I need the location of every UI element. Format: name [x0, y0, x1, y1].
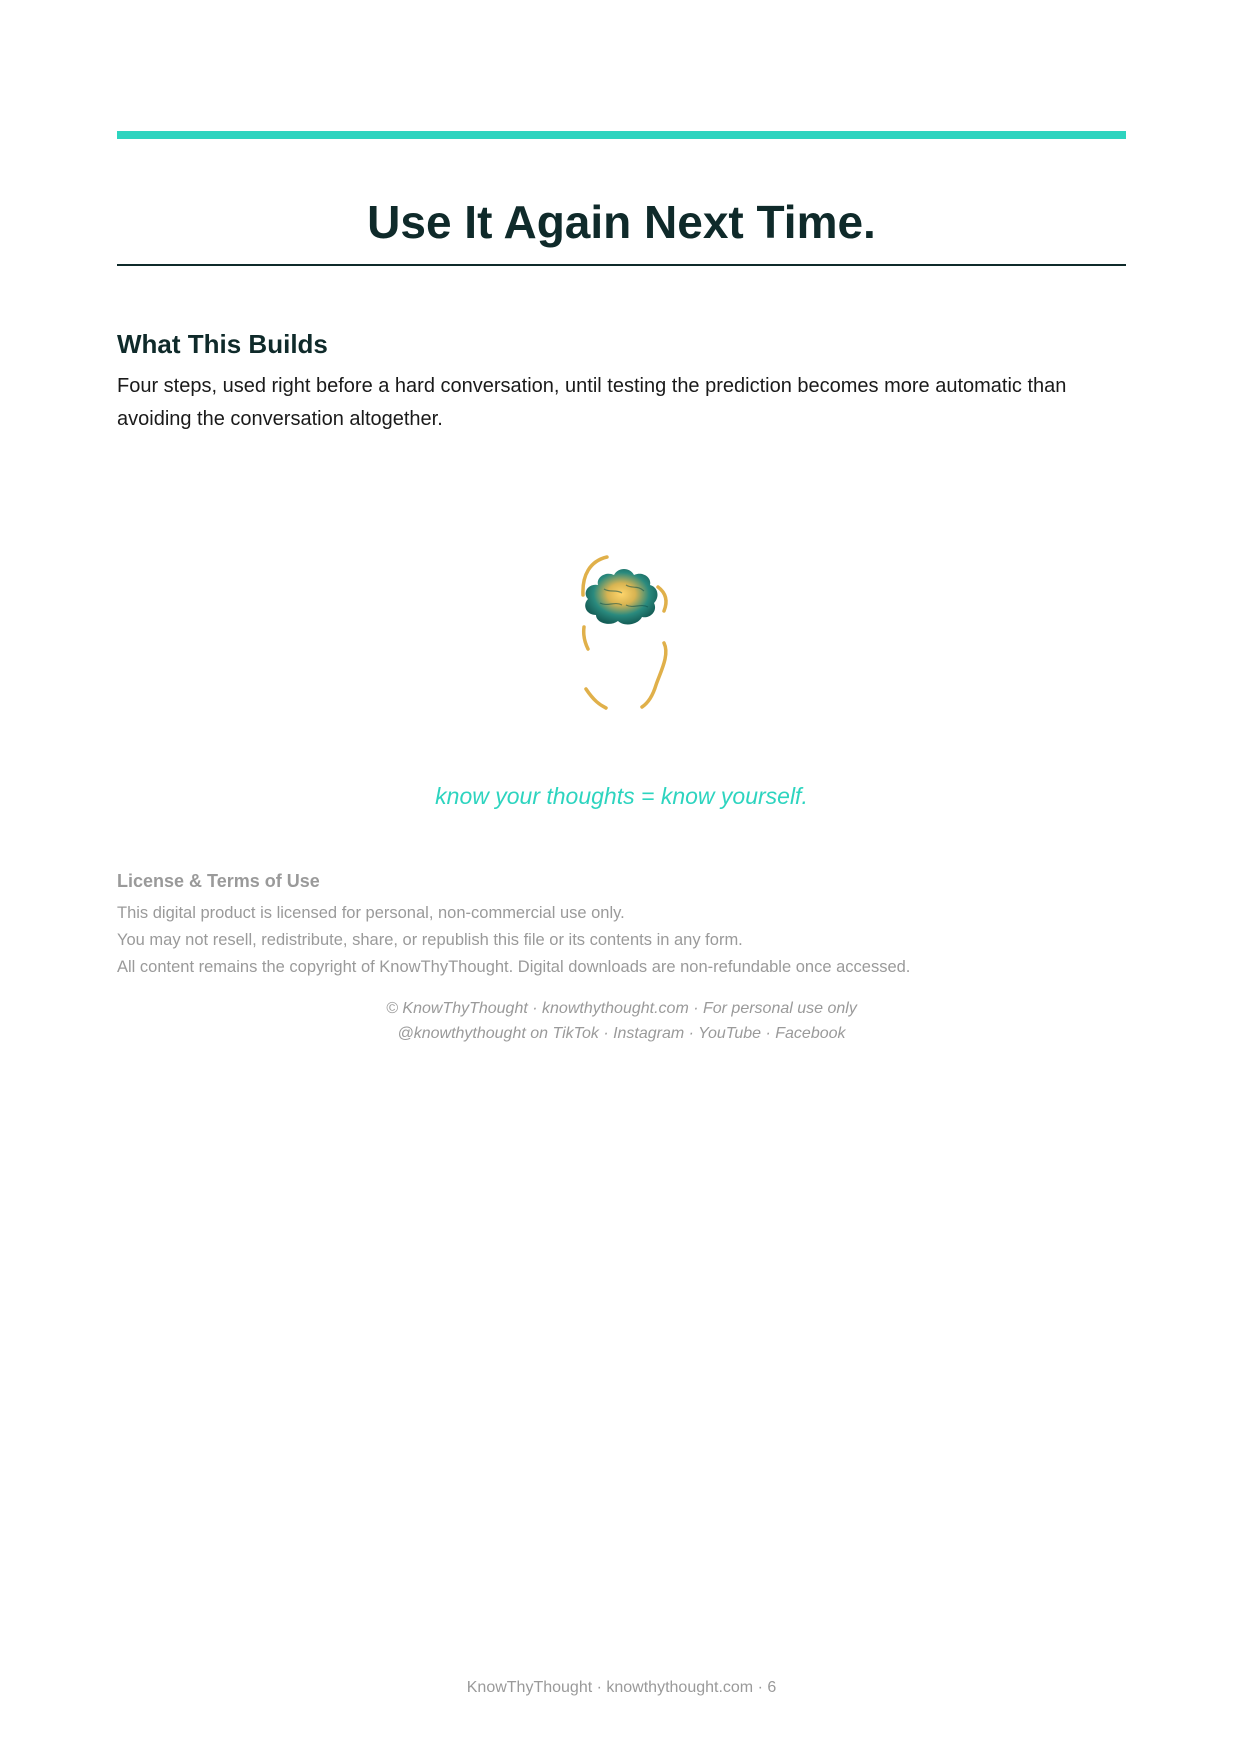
section-heading: What This Builds: [117, 329, 328, 359]
social-credit: @knowthythought on TikTok · Instagram · YouTube · Facebook: [397, 1025, 846, 1042]
page-title: Use It Again Next Time.: [367, 196, 876, 248]
brain-shape: [585, 569, 657, 624]
license-heading: License & Terms of Use: [117, 871, 320, 891]
license-line: This digital product is licensed for personal, non-commercial use only.: [117, 904, 625, 922]
tagline: know your thoughts = know yourself.: [435, 783, 808, 809]
license-line: All content remains the copyright of KnowThyThought. Digital downloads are non-refundable once accessed.: [117, 958, 911, 976]
top-accent-rule: [117, 131, 1126, 139]
head-brain-logo-icon: [560, 555, 684, 727]
section-body: Four steps, used right before a hard conversation, until testing the prediction becomes more automatic than avoiding the conversation altogether.: [117, 375, 1067, 430]
copyright-credit: © KnowThyThought · knowthythought.com · For personal use only: [386, 1000, 857, 1017]
title-divider: [117, 264, 1126, 266]
page-footer: KnowThyThought · knowthythought.com · 6: [466, 1679, 777, 1696]
license-line: You may not resell, redistribute, share, or republish this file or its contents in any form.: [117, 931, 743, 949]
